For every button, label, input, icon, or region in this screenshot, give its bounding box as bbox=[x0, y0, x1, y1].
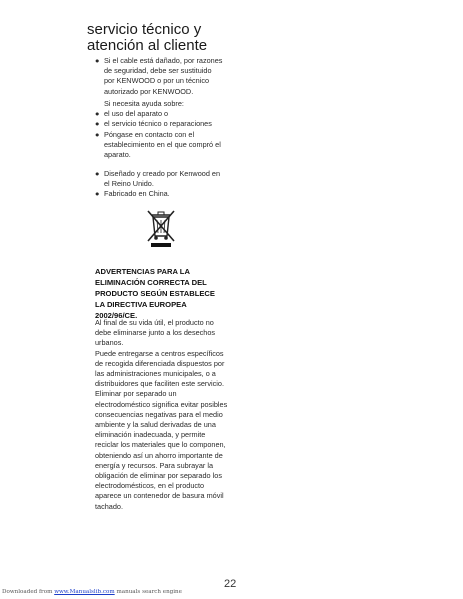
section-title-line: servicio técnico y bbox=[87, 21, 202, 38]
help-section bbox=[95, 99, 295, 160]
bullet-icon: ● bbox=[95, 169, 100, 178]
manualslib-link[interactable]: www.Manualslib.com bbox=[54, 589, 115, 595]
section-title-line: atención al cliente bbox=[87, 37, 208, 54]
help-item: ● el uso del aparato o bbox=[95, 109, 169, 119]
section-title bbox=[87, 22, 327, 54]
help-item: ● Póngase en contacto con el establecimiento en el que compró el aparato. bbox=[95, 129, 221, 160]
bullet-icon: ● bbox=[95, 109, 100, 119]
cable-bullet: ● Si el cable está dañado, por razones de seguridad, debe ser sustituido por KENWOOD o por un técnico autorizado por KENWOOD. bbox=[95, 56, 223, 96]
help-intro: Si necesita ayuda sobre: bbox=[104, 99, 184, 108]
help-item: ● el servicio técnico o reparaciones bbox=[95, 119, 212, 129]
download-footer: Downloaded from www.Manualslib.com manuals search engine bbox=[2, 589, 182, 595]
design-item: ● Fabricado en China. bbox=[95, 189, 170, 199]
design-item: ● Diseñado y creado por Kenwood en el Reino Unido. bbox=[95, 169, 221, 189]
page-number: 22 bbox=[224, 578, 237, 590]
directive-body: Al final de su vida útil, el producto no debe eliminarse junto a los desechos urbanos. Puede entregarse a centros específicos de recogida diferenciada dispuestos por las administraciones municipales, o a distribuidores que faciliten este servicio. Eliminar por separado un electrodoméstico significa evitar posibles consecuencias negativas para el medio ambiente y la salud derivadas de una eliminación inadecuada, y permite reciclar los materiales que lo componen, obteniendo así un ahorro importante de energía y recursos. Para subrayar la obligación de eliminar por separado los electrodomésticos, en el producto aparece un contenedor de basura móvil tachado. bbox=[95, 318, 228, 511]
bullet-icon: ● bbox=[95, 129, 100, 139]
bullet-icon: ● bbox=[95, 189, 100, 199]
directive-heading: ADVERTENCIAS PARA LA ELIMINACIÓN CORRECTA DEL PRODUCTO SEGÚN ESTABLECE LA DIRECTIVA EUROPEA 2002/96/CE. bbox=[95, 267, 215, 320]
design-section bbox=[95, 169, 295, 200]
crossed-out-wheelie-bin-icon bbox=[143, 208, 179, 248]
bullet-icon: ● bbox=[95, 119, 100, 129]
bullet-icon: ● bbox=[95, 56, 100, 65]
